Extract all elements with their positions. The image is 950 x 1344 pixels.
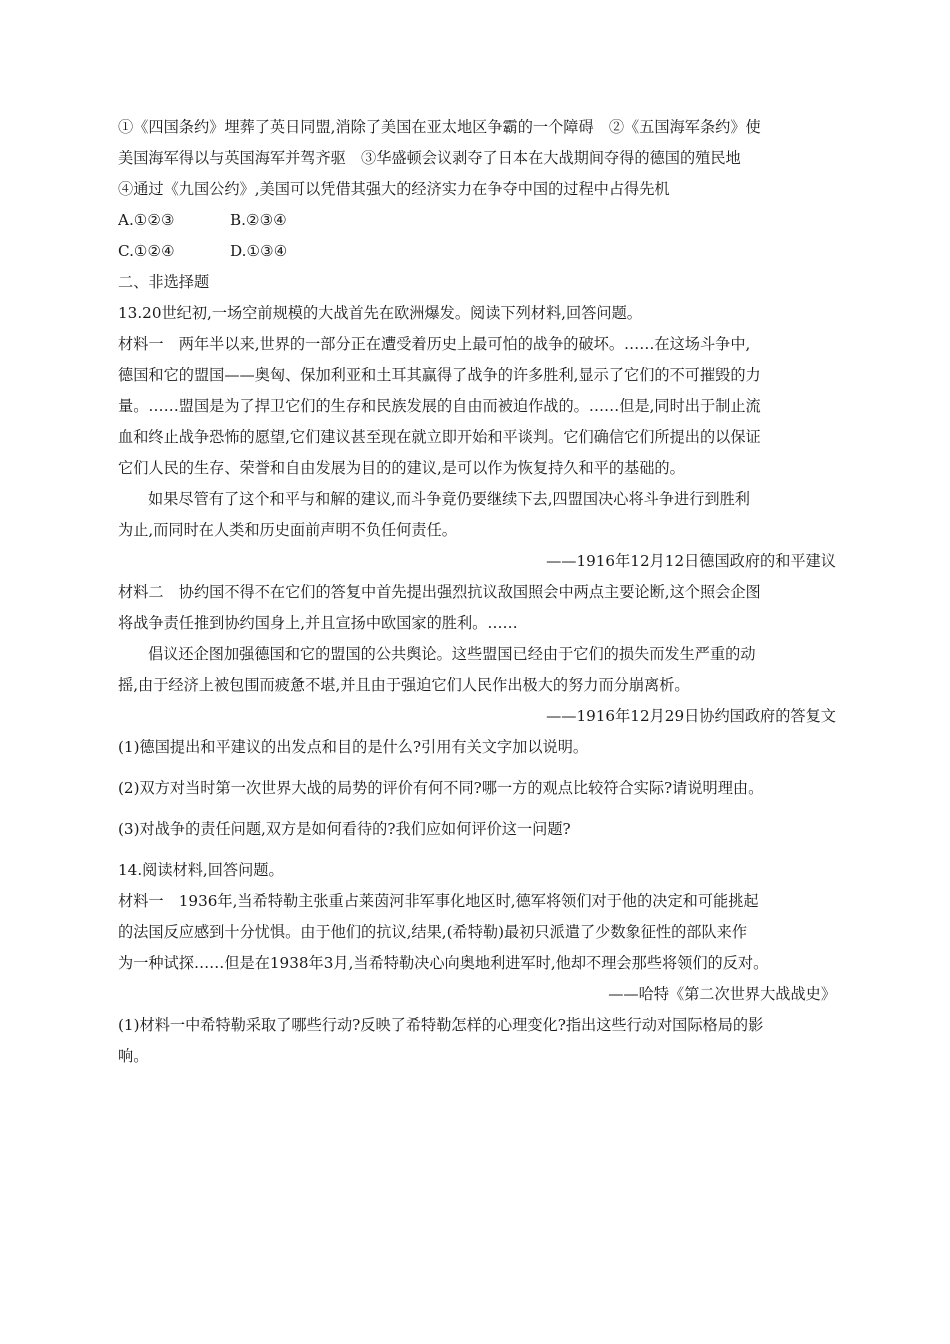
q13-material-1-source: ——1916年12月12日德国政府的和平建议: [546, 552, 836, 570]
q12-options-row: [118, 205, 836, 236]
q13-sub-question-2: (2)双方对当时第一次世界大战的局势的评价有何不同?哪一方的观点比较符合实际?请说明理由。: [118, 779, 764, 797]
q13-material-1-line: 如果尽管有了这个和平与和解的建议,而斗争竟仍要继续下去,四盟国决心将斗争进行到胜利: [148, 490, 750, 508]
q13-material-2-line: 倡议还企图加强德国和它的盟国的公共舆论。这些盟国已经由于它们的损失而发生严重的动: [148, 645, 756, 663]
q13-stem: 13.20世纪初,一场空前规模的大战首先在欧洲爆发。阅读下列材料,回答问题。: [118, 304, 642, 322]
option-a: A.①②③: [118, 211, 175, 229]
option-c: C.①②④: [118, 242, 175, 260]
section-title: 二、非选择题: [118, 273, 210, 291]
q12-statement-line: ④通过《九国公约》,美国可以凭借其强大的经济实力在争夺中国的过程中占得先机: [118, 180, 670, 198]
q14-sub-question-1: (1)材料一中希特勒采取了哪些行动?反映了希特勒怎样的心理变化?指出这些行动对国际格局的影: [118, 1016, 764, 1034]
q14-material-1-line: 的法国反应感到十分忧惧。由于他们的抗议,结果,(希特勒)最初只派遣了少数象征性的部队来作: [118, 923, 748, 941]
q12-options-row: [118, 236, 836, 267]
q14-sub-question-1: 响。: [118, 1047, 149, 1065]
q14-material-1-line: 为一种试探……但是在1938年3月,当希特勒决心向奥地利进军时,他却不理会那些将领们的反对。: [118, 954, 769, 972]
q13-material-2-source: ——1916年12月29日协约国政府的答复文: [546, 707, 836, 725]
q13-sub-question-1: (1)德国提出和平建议的出发点和目的是什么?引用有关文字加以说明。: [118, 738, 589, 756]
q13-material-1-line: 量。……盟国是为了捍卫它们的生存和民族发展的自由而被迫作战的。……但是,同时出于制止流: [118, 397, 761, 415]
q12-statement-line: ①《四国条约》埋葬了英日同盟,消除了美国在亚太地区争霸的一个障碍 ②《五国海军条约》使: [118, 118, 761, 136]
q13-material-1-line: 它们人民的生存、荣誉和自由发展为目的的建议,是可以作为恢复持久和平的基础的。: [118, 459, 685, 477]
q13-material-1-line: 血和终止战争恐怖的愿望,它们建议甚至现在就立即开始和平谈判。它们确信它们所提出的以保证: [118, 428, 761, 446]
q13-sub-question-3: (3)对战争的责任问题,双方是如何看待的?我们应如何评价这一问题?: [118, 820, 571, 838]
option-d: D.①③④: [230, 242, 288, 260]
q13-material-2-line: 材料二 协约国不得不在它们的答复中首先提出强烈抗议敌国照会中两点主要论断,这个照会企图: [118, 583, 761, 601]
q13-material-2-line: 将战争责任推到协约国身上,并且宣扬中欧国家的胜利。……: [118, 614, 518, 632]
q14-material-1-source: ——哈特《第二次世界大战战史》: [608, 985, 836, 1003]
q13-material-1-line: 为止,而同时在人类和历史面前声明不负任何责任。: [118, 521, 457, 539]
q13-material-1-line: 材料一 两年半以来,世界的一部分正在遭受着历史上最可怕的战争的破坏。……在这场斗争中,: [118, 335, 751, 353]
q12-statement-line: 美国海军得以与英国海军并驾齐驱 ③华盛顿会议剥夺了日本在大战期间夺得的德国的殖民地: [118, 149, 741, 167]
document-page: [118, 112, 836, 1072]
q13-material-1-line: 德国和它的盟国——奥匈、保加利亚和土耳其赢得了战争的许多胜利,显示了它们的不可摧毁的力: [118, 366, 761, 384]
option-b: B.②③④: [230, 211, 287, 229]
q14-material-1-line: 材料一 1936年,当希特勒主张重占莱茵河非军事化地区时,德军将领们对于他的决定和可能挑起: [118, 892, 759, 910]
q13-material-2-line: 摇,由于经济上被包围而疲惫不堪,并且由于强迫它们人民作出极大的努力而分崩离析。: [118, 676, 690, 694]
q14-stem: 14.阅读材料,回答问题。: [118, 861, 284, 879]
